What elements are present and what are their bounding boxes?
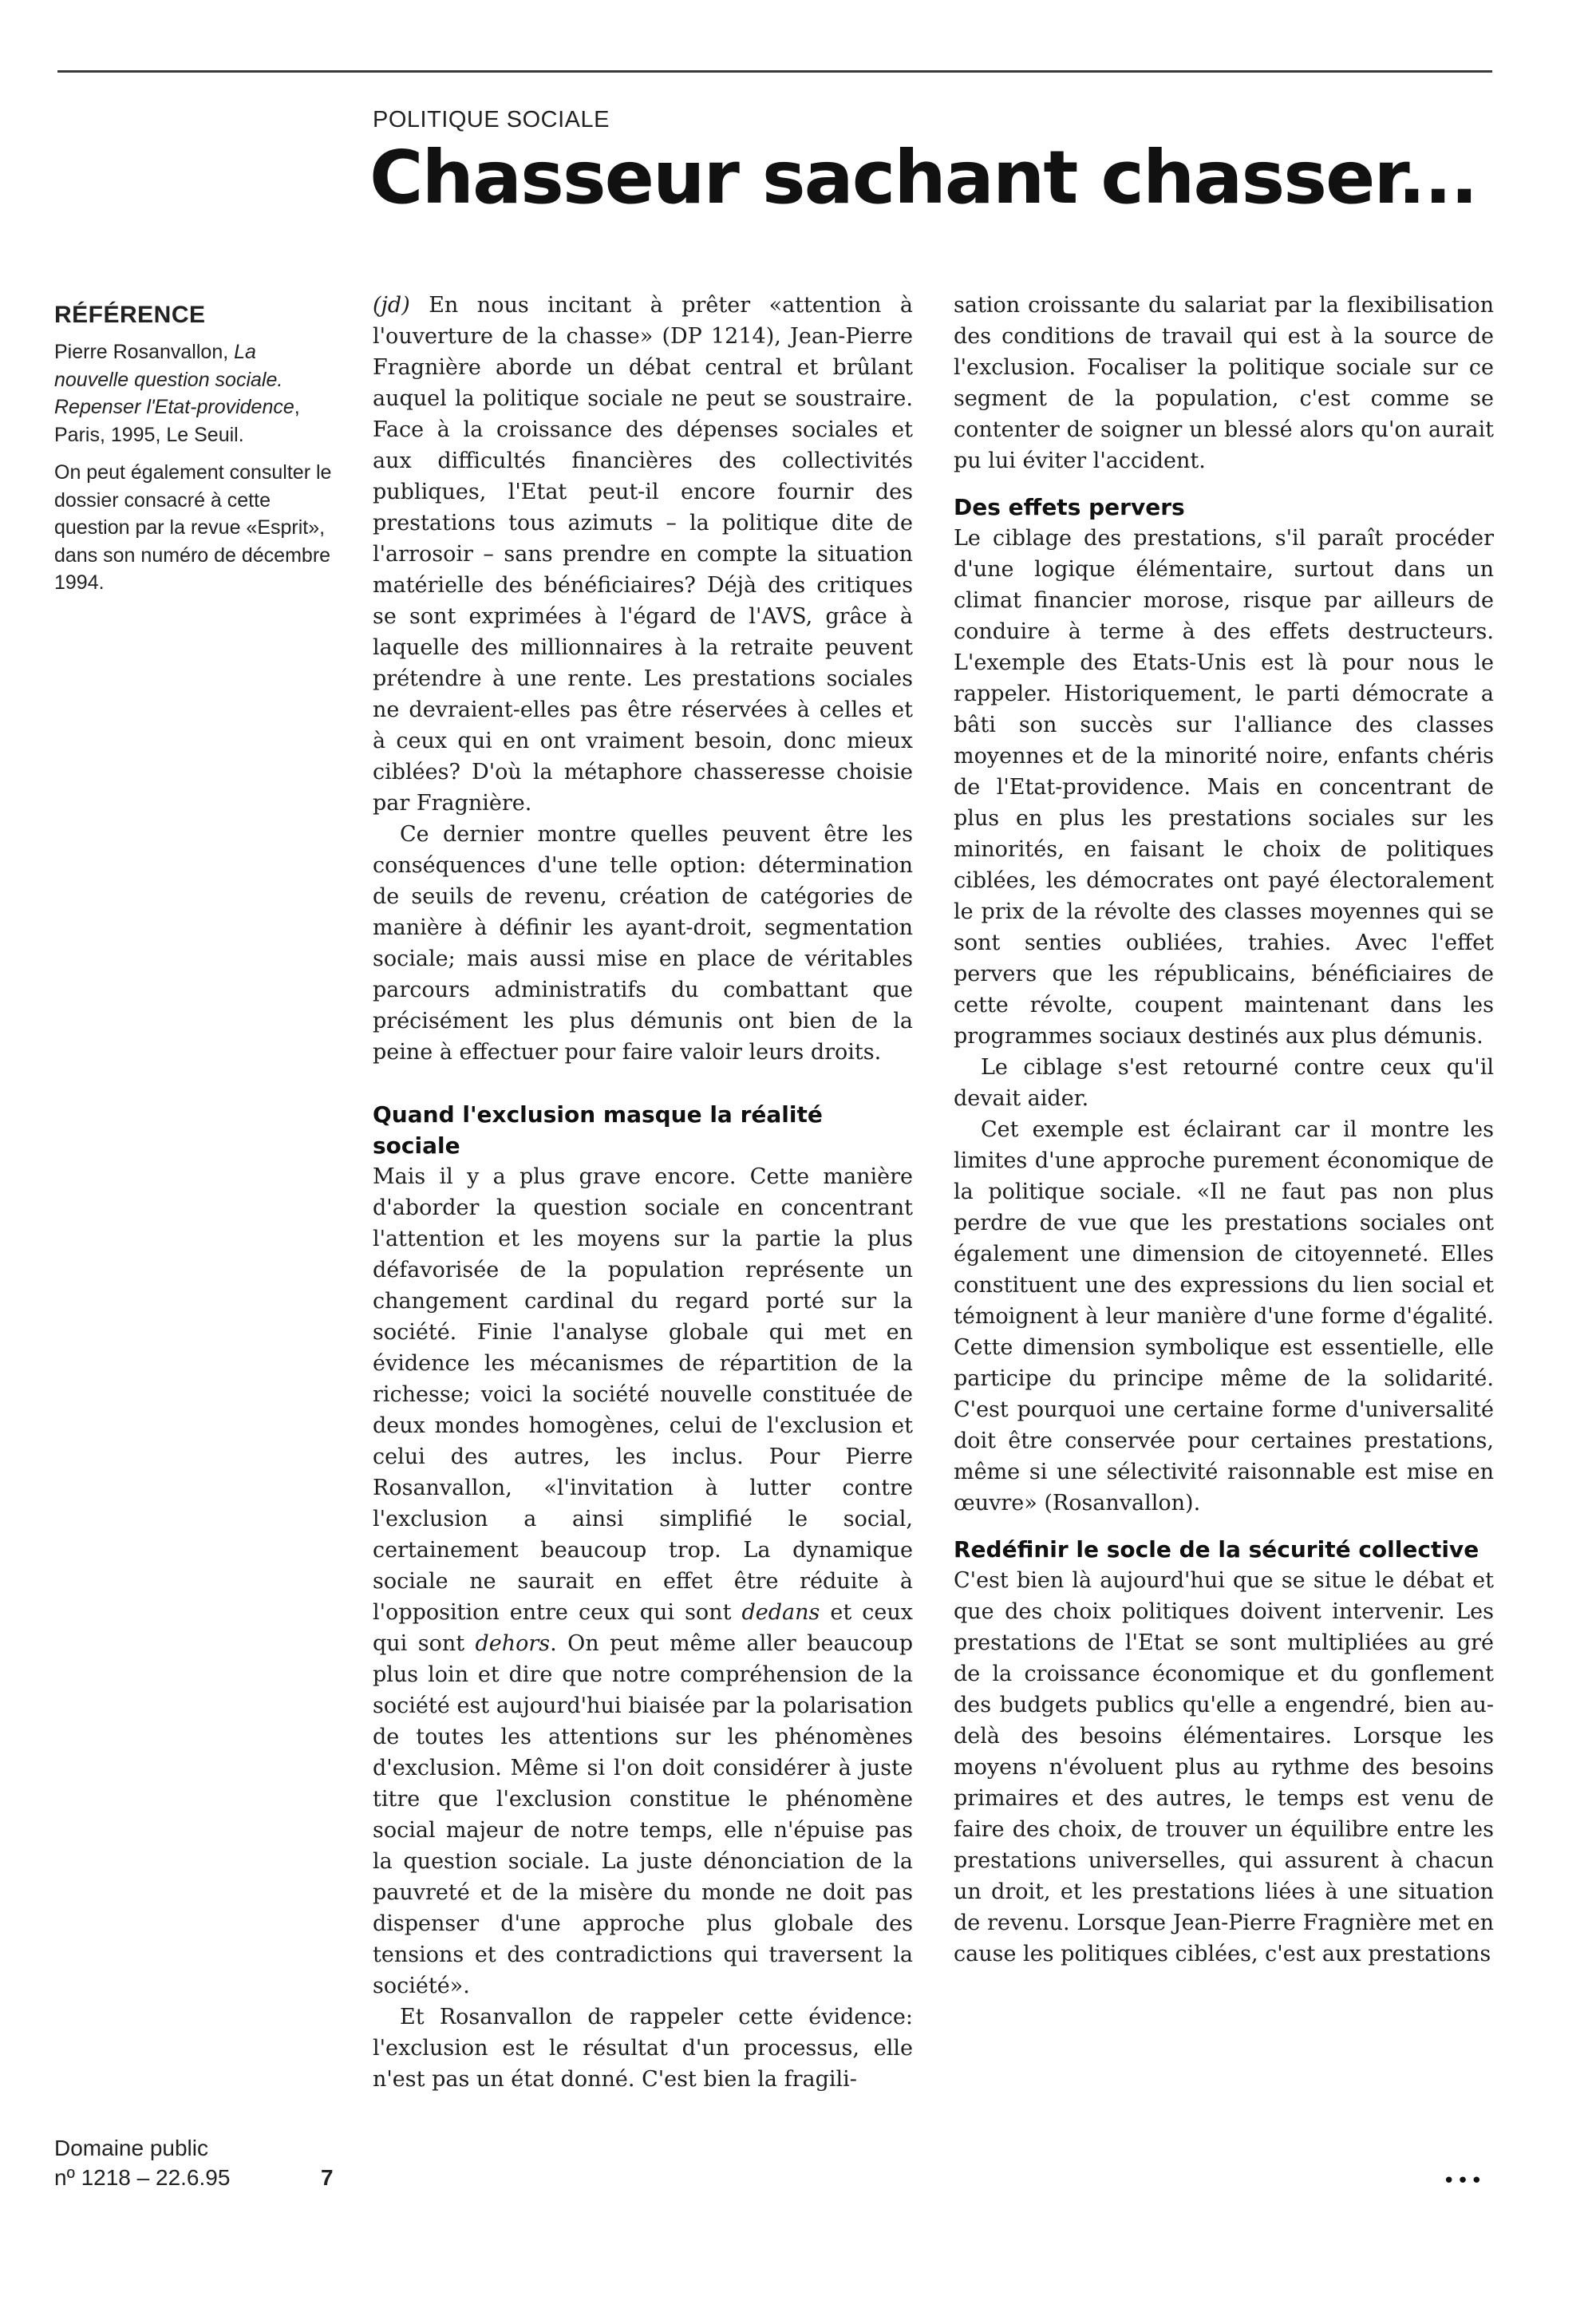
paragraph: Le ciblage des prestations, s'il paraît procéder d'une logique élémentaire, surtout dans un climat financier morose, risque par ailleurs de conduire à terme à des effets destructeurs. L'exemple des Etats-Unis est là pour nous le rappeler. Historiquement, le parti démocrate a bâti son succès sur l'alliance des classes moyennes et de la minorité noire, enfants chéris de l'Etat-providence. Mais en concentrant de plus en plus les prestations sociales sur les minorités, en faisant le choix de politiques ciblées, les démocrates ont payé électoralement le prix de la révolte des classes moyennes qui se sont senties oubliées, trahies. Avec l'effet pervers que les républicains, bénéficiaires de cette révolte, coupent maintenant dans les programmes sociaux destinés aux plus démunis. (954, 526, 1494, 1049)
issue-row (54, 2163, 342, 2192)
paragraph: sation croissante du salariat par la flexibilisation des conditions de travail qui est à la source de l'exclusion. Focaliser la politique sociale sur ce segment de la population, c'est comme se contenter de soigner un blessé alors qu'on aurait pu lui éviter l'accident. (954, 293, 1494, 473)
paragraph: Mais il y a plus grave encore. Cette manière d'aborder la question sociale en concentrant l'attention et les moyens sur la partie la plus défavorisée de la population représente un changement cardinal du regard porté sur la société. Finie l'analyse globale qui met en évidence les mécanismes de répartition de la richesse; voici la société nouvelle constituée de deux mondes homogènes, celui de l'exclusion et celui des autres, les inclus. Pour Pierre Rosanvallon, «l'invitation à lutter contre l'exclusion a ainsi simplifié le social, certainement beaucoup trop. La dynamique sociale ne saurait en effet être réduite à l'opposition entre ceux qui sont dedans et ceux qui sont dehors. On peut même aller beaucoup plus loin et dire que notre compréhension de la société est aujourd'hui biaisée par la polarisation de toutes les attentions sur les phénomènes d'exclusion. Même si l'on doit considérer à juste titre que l'exclusion constitue le phénomène social majeur de notre temps, elle n'épuise pas la question sociale. La juste dénonciation de la pauvreté et de la misère du monde ne doit pas dispenser d'une approche plus globale des tensions et des contradictions qui traversent la société». (373, 1164, 914, 1998)
author-initials: (jd) (373, 293, 410, 318)
subheading-exclusion: Quand l'exclusion masque la réalité sociale (373, 1101, 823, 1159)
paragraph: C'est bien là aujourd'hui que se situe le débat et que des choix politiques doivent intervenir. Les prestations de l'Etat se sont multipliées au gré de la croissance économique et du gonflement des budgets publics qu'elle a engendré, bien au-delà des besoins élémentaires. Lorsque les moyens n'évoluent plus au rythme des besoins primaires et des autres, le temps est venu de faire des choix, de trouver un équilibre entre les prestations universelles, qui assurent à chacun un droit, et les prestations liées à une situation de revenu. Lorsque Jean-Pierre Fragnière met en cause les politiques ciblées, c'est aux prestations (954, 1568, 1494, 1966)
continued-marker: ••• (1443, 2169, 1485, 2193)
article-title: Chasseur sachant chasser... (369, 135, 1477, 220)
page-footer (54, 2133, 342, 2192)
paragraph: Ce dernier montre quelles peuvent être les conséquences d'une telle option: détermination de seuils de revenu, création de catégories de manière à définir les ayant-droit, segmentation sociale; mais aussi mise en place de véritables parcours administratifs du combattant que précisément les plus démunis ont bien de la peine à effectuer pour faire valoir leurs droits. (373, 822, 913, 1065)
article-column-1 (373, 290, 913, 2095)
publication-name: Domaine public (54, 2136, 208, 2160)
top-rule (57, 70, 1492, 73)
reference-sidebar (54, 302, 334, 607)
paragraph: Cet exemple est éclairant car il montre les limites d'une approche purement économique de la politique sociale. «Il ne faut pas non plus perdre de vue que les prestations sociales ont également une dimension de citoyenneté. Elles constituent une des expressions du lien social et témoignent à leur manière d'une forme d'égalité. Cette dimension symbolique est essentielle, elle participe du principe même de la solidarité. C'est pourquoi une certaine forme d'universalité doit être conservée pour certaines prestations, même si une sélectivité raisonnable est mise en œuvre» (Rosanvallon). (954, 1117, 1494, 1516)
reference-details: , Paris, 1995, Le Seuil. (54, 396, 300, 446)
section-kicker: POLITIQUE SOCIALE (373, 107, 610, 132)
paragraph: Le ciblage s'est retourné contre ceux qu'il devait aider. (954, 1055, 1494, 1111)
reference-heading: RÉFÉRENCE (54, 302, 206, 328)
page-number: 7 (321, 2165, 334, 2190)
reference-citation (54, 338, 334, 449)
issue-number: nº 1218 – 22.6.95 (54, 2165, 231, 2190)
subheading-socle: Redéfinir le socle de la sécurité collective (954, 1536, 1479, 1563)
reference-note: On peut également consulter le dossier consacré à cette question par la revue «Esprit», dans son numéro de décembre 1994. (54, 461, 332, 594)
reference-author: Pierre Rosanvallon, (54, 341, 235, 363)
paragraph: Et Rosanvallon de rappeler cette évidence: l'exclusion est le résultat d'un processus, elle n'est pas un état donné. C'est bien la fragili- (373, 2005, 913, 2092)
article-column-2 (954, 290, 1494, 1970)
reference-book-title: La nouvelle question sociale. Repenser l'Etat-providence (54, 341, 294, 418)
subheading-effets-pervers: Des effets pervers (954, 494, 1185, 520)
paragraph-intro: (jd) En nous incitant à prêter «attention à l'ouverture de la chasse» (DP 1214), Jean-Pierre Fragnière aborde un débat central et brûlant auquel la politique sociale ne peut se soustraire. Face à la croissance des dépenses sociales et aux difficultés financières des collectivités publiques, l'Etat peut-il encore fournir des prestations tous azimuts – la politique dite de l'arrosoir – sans prendre en compte la situation matérielle des bénéficiaires? Déjà des critiques se sont exprimées à l'égard de l'AVS, grâce à laquelle des millionnaires à la retraite peuvent prétendre à une rente. Les prestations sociales ne devraient-elles pas être réservées à celles et à ceux qui en ont vraiment besoin, donc mieux ciblées? D'où la métaphore chasseresse choisie par Fragnière. (373, 293, 913, 816)
